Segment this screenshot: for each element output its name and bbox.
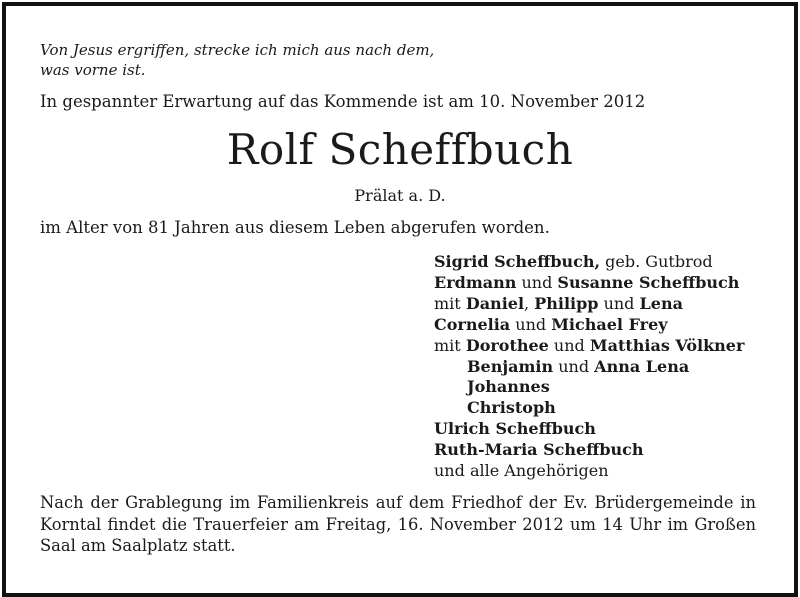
mourner-line: Johannes	[467, 377, 550, 397]
mourner-line: Christoph	[467, 398, 556, 418]
mourner-line: und alle Angehörigen	[434, 461, 609, 481]
funeral-details: Nach der Grablegung im Familienkreis auf dem Friedhof der Ev. Brüdergemeinde in Korntal findet die Trauerfeier am Freitag, 16. November 2012 um 14 Uhr im Großen Saal am Saalplatz statt.	[40, 493, 756, 555]
mourners-list	[434, 252, 744, 482]
bible-motto	[40, 40, 434, 80]
mourner-line: Cornelia und Michael Frey	[434, 314, 668, 334]
mourner-line: Benjamin und Anna Lena	[467, 356, 690, 376]
mourner-line: mit Dorothee und Matthias Völkner	[434, 335, 745, 355]
motto-line-1: Von Jesus ergriffen, strecke ich mich aus nach dem,	[40, 41, 435, 59]
intro-text: In gespannter Erwartung auf das Kommende ist am 10. November 2012	[40, 92, 646, 111]
mourner-line: Ruth-Maria Scheffbuch	[434, 440, 644, 460]
age-statement: im Alter von 81 Jahren aus diesem Leben abgerufen worden.	[40, 218, 550, 237]
mourner-line: mit Daniel, Philipp und Lena	[434, 293, 683, 313]
mourner-line: Sigrid Scheffbuch, geb. Gutbrod	[434, 252, 713, 271]
mourner-line: Erdmann und Susanne Scheffbuch	[434, 272, 740, 292]
deceased-title: Prälat a. D.	[354, 186, 446, 205]
deceased-name: Rolf Scheffbuch	[226, 125, 574, 174]
motto-line-2: was vorne ist.	[40, 61, 146, 79]
mourner-line: Ulrich Scheffbuch	[434, 419, 596, 439]
